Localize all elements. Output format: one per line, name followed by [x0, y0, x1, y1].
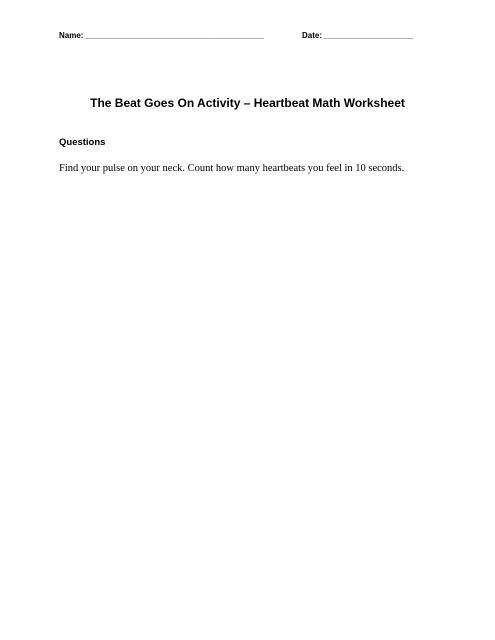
worksheet-title: The Beat Goes On Activity – Heartbeat Math Worksheet [90, 96, 405, 110]
section-heading: Questions [59, 137, 106, 148]
date-field-label: Date: ____________________ [302, 31, 414, 40]
instruction-find-pulse: Find your pulse on your neck. Count how many heartbeats you feel in 10 seconds. [59, 163, 405, 174]
name-field-label: Name: ________________________________________ [59, 31, 264, 40]
